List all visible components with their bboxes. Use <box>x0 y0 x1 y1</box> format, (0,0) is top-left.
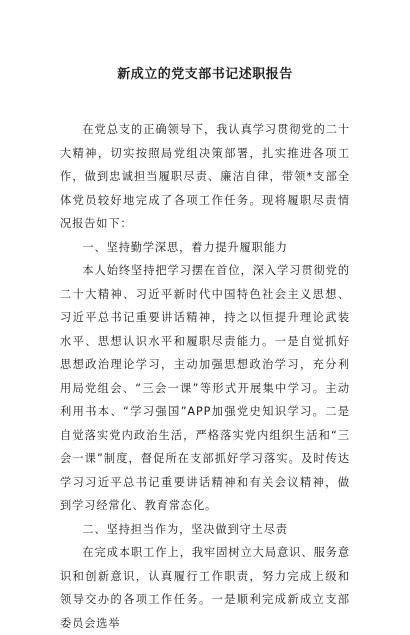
document-title: 新成立的党支部书记述职报告 <box>117 67 293 82</box>
document-body <box>60 118 350 635</box>
section-1-heading: 一、坚持勤学深思，着力提升履职能力 <box>82 240 288 254</box>
section-2-heading: 二、坚持担当作为，坚决做到守土尽责 <box>82 522 288 536</box>
section-2-paragraph: 在完成本职工作上，我牢固树立大局意识、服务意识和创新意识，认真履行工作职责，努力完成上级和领导交办的各项工作任务。一是顺利完成新成立支部委员会选举 <box>60 546 350 630</box>
section-1-paragraph: 本人始终坚持把学习摆在首位，深入学习贯彻党的二十大精神、习近平新时代中国特色社会主义思想、习近平总书记重要讲话精神，持之以恒提升理论武装水平、思想认识水平和履职尽责能力。一是自觉抓好思想政治理论学习，主动加强思想政治学习，充分利用局党组会、“三会一课”等形式开展集中学习。主动利用书本、“学习强国”APP加强党史知识学习。二是自觉落实党内政治生活，严格落实党内组织生活和“三会一课”制度，督促所在支部抓好学习落实。及时传达学习习近平总书记重要讲话精神和有关会议精神，做到学习经常化、教育常态化。 <box>60 264 350 512</box>
intro-paragraph: 在党总支的正确领导下，我认真学习贯彻党的二十大精神，切实按照局党组决策部署，扎实推进各项工作，做到忠诚担当履职尽责、廉洁自律，带领*支部全体党员较好地完成了各项工作任务。现将履职尽责情况报告如下： <box>60 123 350 230</box>
